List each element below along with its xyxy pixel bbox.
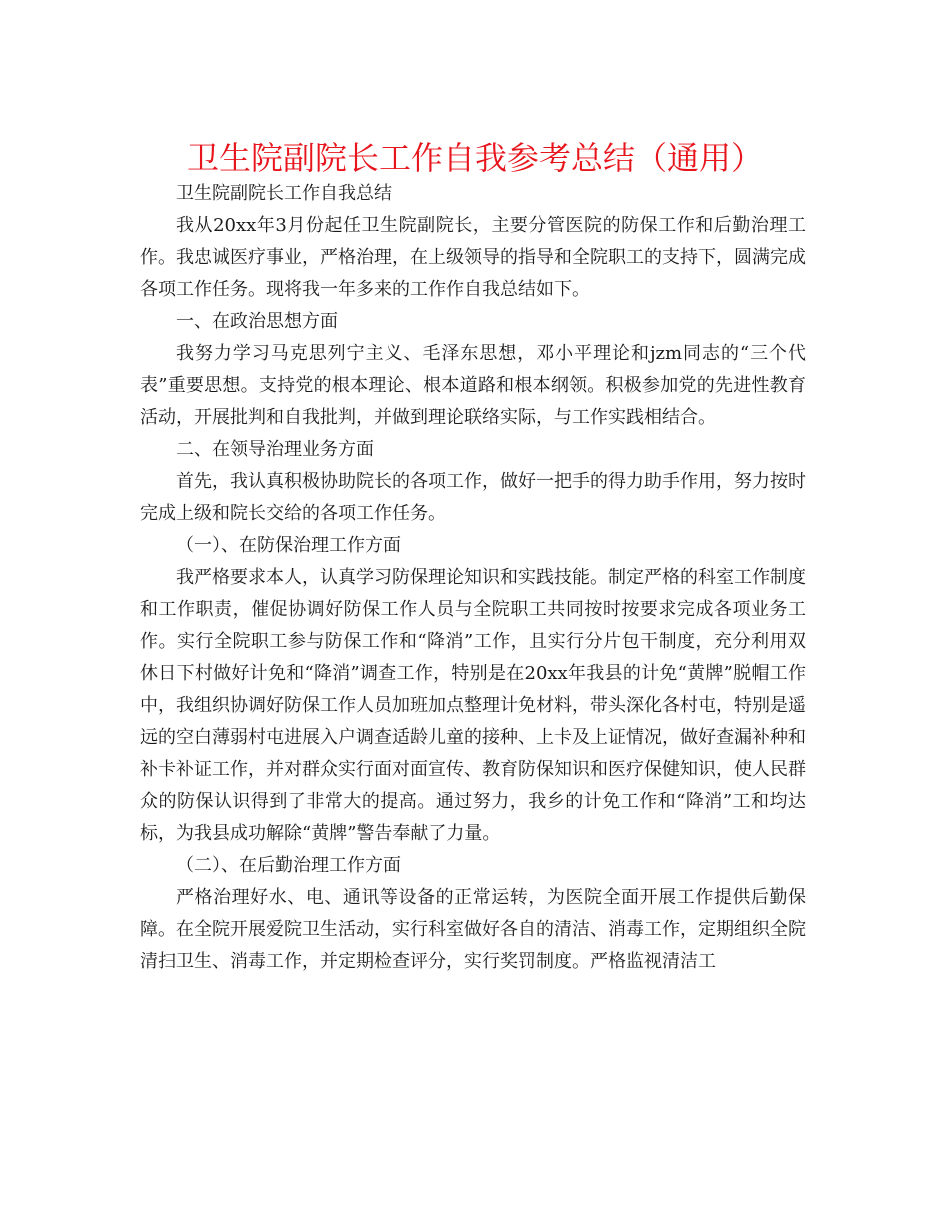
document-body <box>140 178 806 978</box>
document-title: 卫生院副院长工作自我参考总结（通用） <box>186 139 763 177</box>
section-subheading: （一）、在防保治理工作方面 <box>176 535 401 556</box>
section-heading: 卫生院副院长工作自我总结 <box>176 183 392 204</box>
section-subheading: （二）、在后勤治理工作方面 <box>176 855 401 876</box>
section-heading: 一、在政治思想方面 <box>176 311 338 332</box>
body-paragraph: 首先，我认真积极协助院长的各项工作，做好一把手的得力助手作用，努力按时完成上级和院长交给的各项工作任务。 <box>140 471 806 524</box>
body-paragraph: 我努力学习马克思列宁主义、毛泽东思想，邓小平理论和jzm同志的“三个代表”重要思想。支持党的根本理论、根本道路和根本纲领。积极参加党的先进性教育活动，开展批判和自我批判，并做到理论联络实际，与工作实践相结合。 <box>140 343 806 428</box>
section-heading: 二、在领导治理业务方面 <box>176 439 374 460</box>
body-paragraph: 严格治理好水、电、通讯等设备的正常运转，为医院全面开展工作提供后勤保障。在全院开展爱院卫生活动，实行科室做好各自的清洁、消毒工作，定期组织全院清扫卫生、消毒工作，并定期检查评分，实行奖罚制度。严格监视清洁工 <box>140 887 806 972</box>
body-paragraph: 我从20xx年3月份起任卫生院副院长，主要分管医院的防保工作和后勤治理工作。我忠诚医疗事业，严格治理，在上级领导的指导和全院职工的支持下，圆满完成各项工作任务。现将我一年多来的工作作自我总结如下。 <box>140 215 806 300</box>
body-paragraph: 我严格要求本人，认真学习防保理论知识和实践技能。制定严格的科室工作制度和工作职责，催促协调好防保工作人员与全院职工共同按时按要求完成各项业务工作。实行全院职工参与防保工作和“降消”工作，且实行分片包干制度，充分利用双休日下村做好计免和“降消”调查工作，特别是在20xx年我县的计免“黄牌”脱帽工作中，我组织协调好防保工作人员加班加点整理计免材料，带头深化各村屯，特别是遥远的空白薄弱村屯进展入户调查适龄儿童的接种、上卡及上证情况，做好查漏补种和补卡补证工作，并对群众实行面对面宣传、教育防保知识和医疗保健知识，使人民群众的防保认识得到了非常大的提高。通过努力，我乡的计免工作和“降消”工和均达标，为我县成功解除“黄牌”警告奉献了力量。 <box>140 567 806 844</box>
